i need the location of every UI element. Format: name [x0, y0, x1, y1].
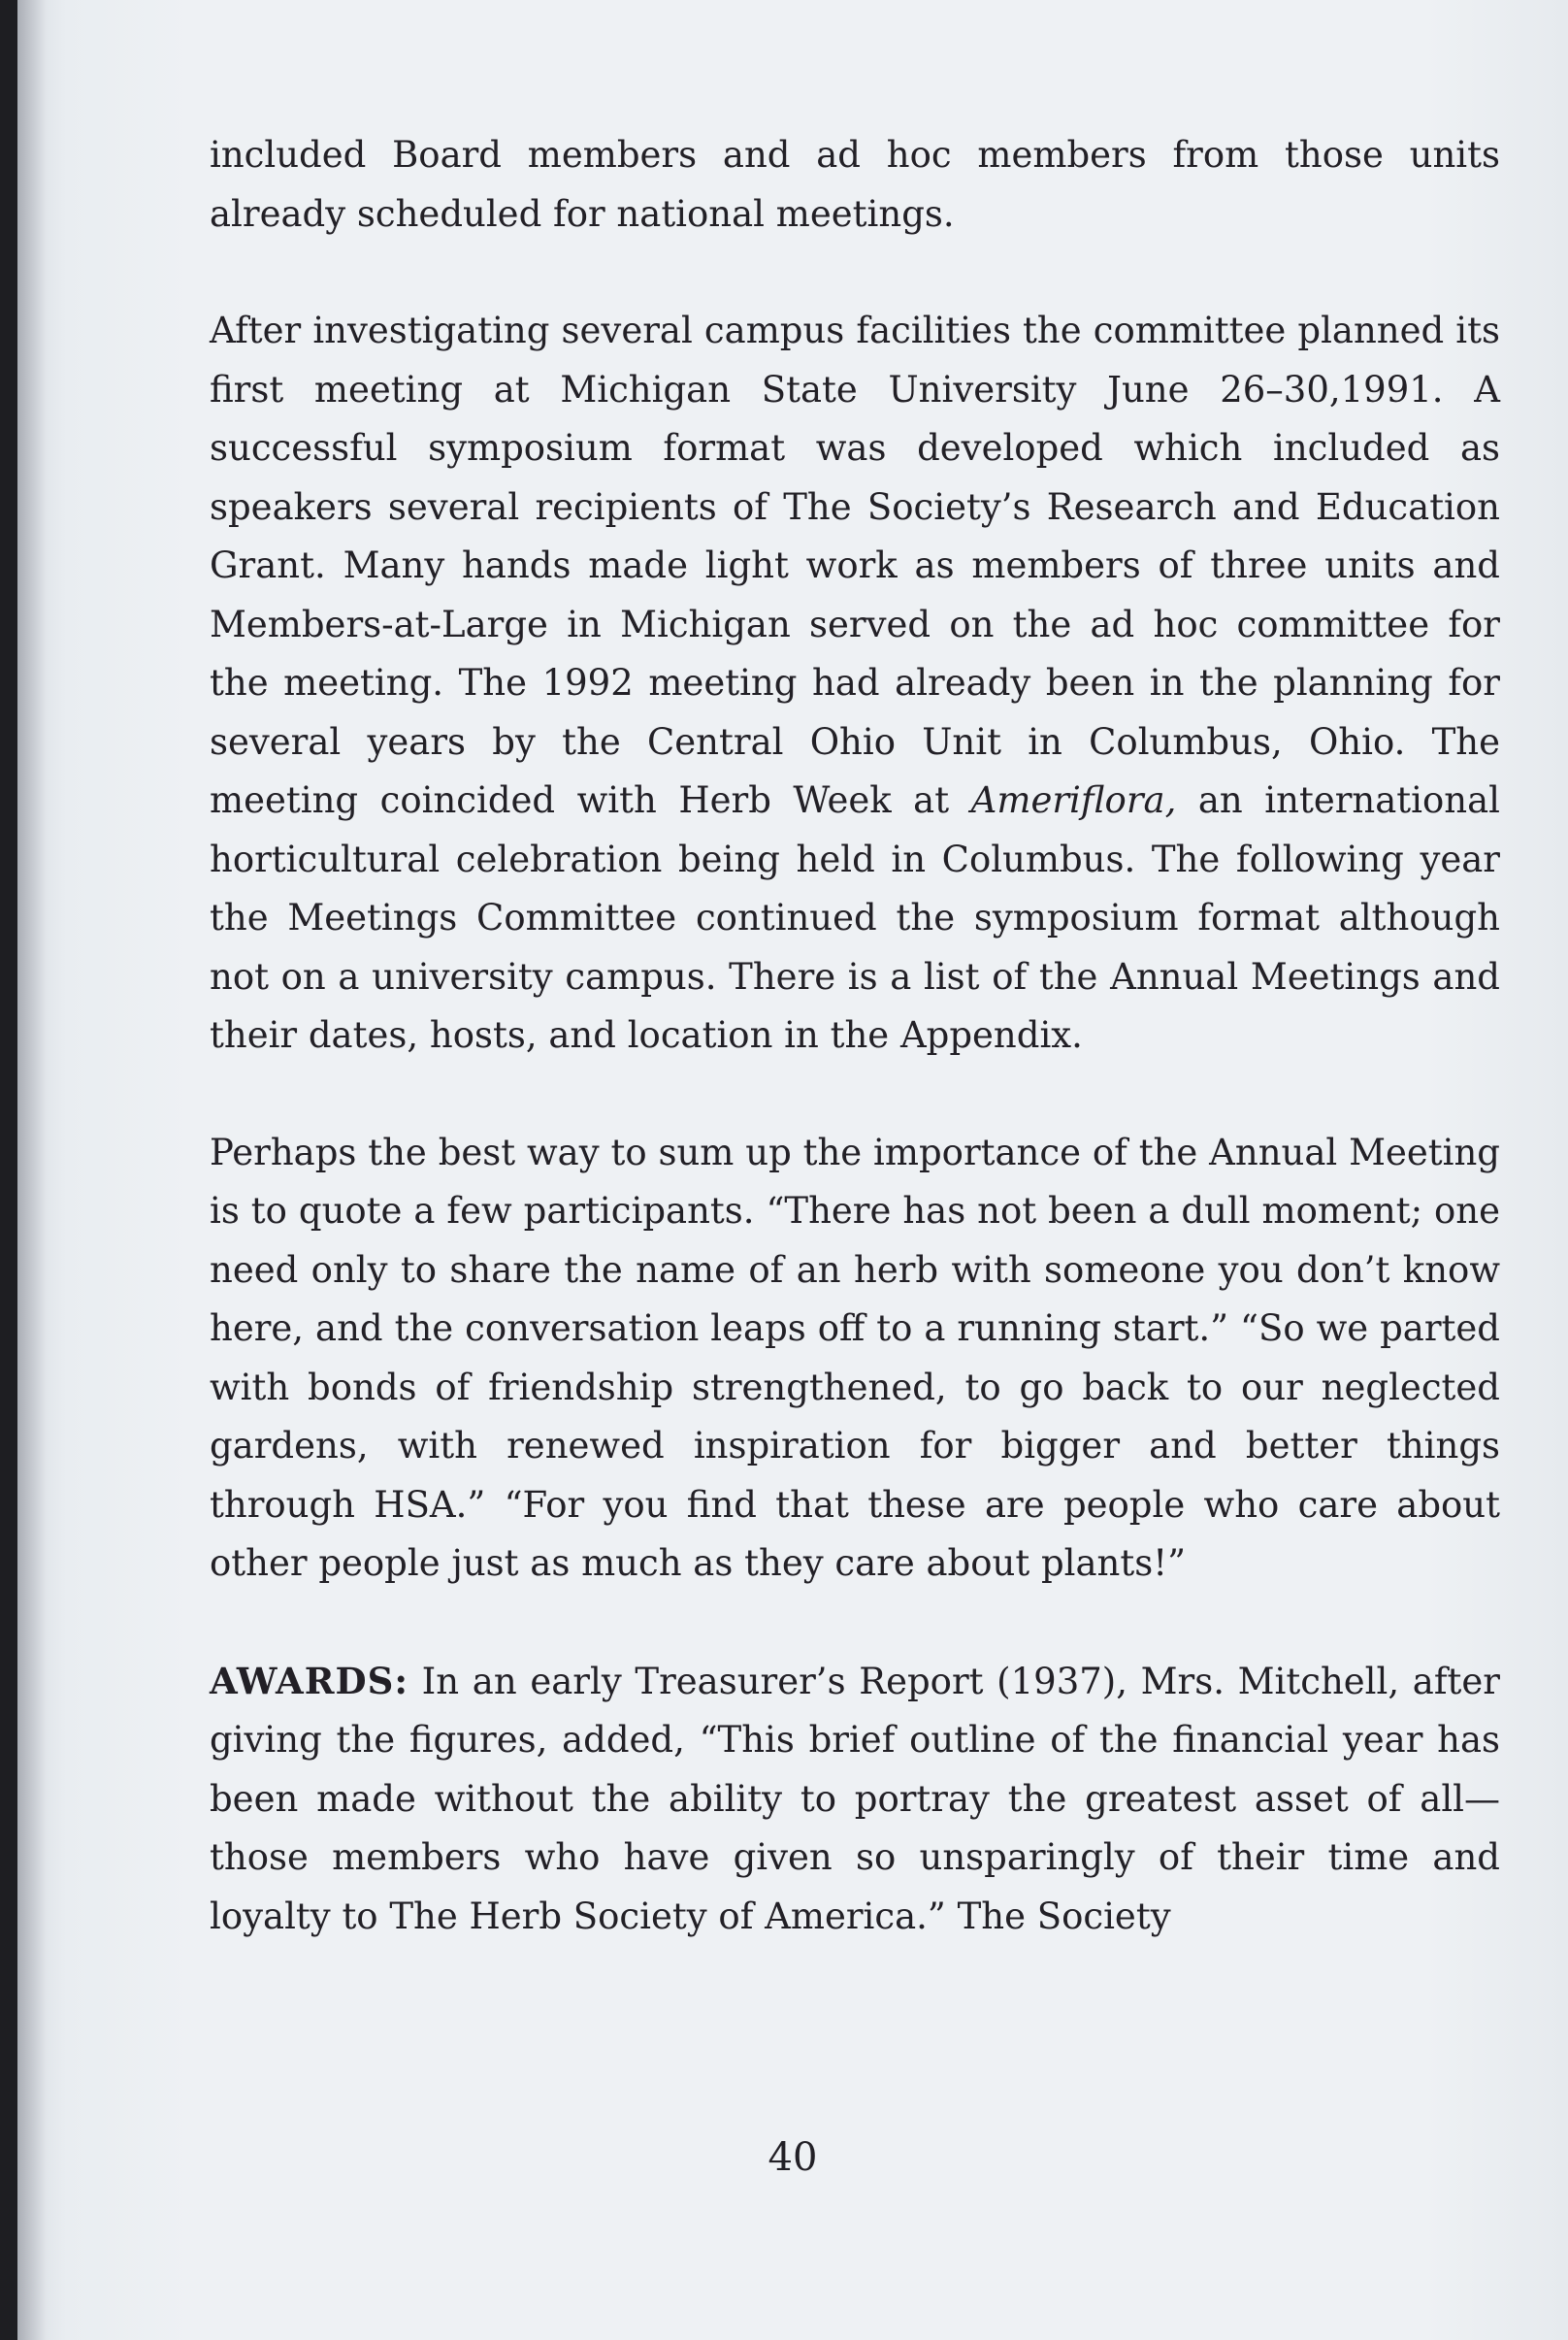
paragraph-2-text-before: After investigating several campus facilities the committee planned its first meeting at Michigan State University June 26–30,1991. A successful symposium format was developed which included as speakers several recipients of The Society’s Research and Education Grant. Many hands made light work as members of three units and Members-at-Large in Michigan served on the ad hoc committee for the meeting. The 1992 meeting had already been in the planning for several years by the Central Ohio Unit in Columbus, Ohio. The meeting coincided with Herb Week at	[210, 310, 1500, 821]
paragraph-1-text: included Board members and ad hoc members from those units already scheduled for national meetings.	[210, 134, 1500, 235]
paragraph-2-text-after: an international horticultural celebration being held in Columbus. The following year the Meetings Committee continued the symposium format although not on a university campus. There is a list of the Annual Meetings and their dates, hosts, and location in the Appendix.	[210, 779, 1500, 1056]
page-number: 40	[768, 2135, 818, 2180]
paragraph-4-text: In an early Treasurer’s Report (1937), Mrs. Mitchell, after giving the figures, added, “This brief outline of the financial year has been made without the ability to portray the greatest asset of all—those members who have given so unsparingly of their time and loyalty to The Herb Society of America.” The Society	[210, 1660, 1500, 1937]
paragraph-3-text: Perhaps the best way to sum up the importance of the Annual Meeting is to quote a few participants. “There has not been a dull moment; one need only to share the name of an herb with someone you don’t know here, and the conversation leaps off to a running start.” “So we parted with bonds of friendship strengthened, to go back to our neglected gardens, with renewed inspiration for bigger and better things through HSA.” “For you find that these are people who care about other people just as much as they care about plants!”	[210, 1131, 1500, 1584]
book-page	[17, 0, 1568, 2340]
paragraph-awards	[210, 1652, 1500, 1947]
paragraph-committee-units	[210, 126, 1500, 244]
paragraph-annual-meetings	[210, 302, 1500, 1066]
page-gutter-shadow	[17, 0, 47, 2340]
paragraph-participant-quotes	[210, 1124, 1500, 1594]
body-text	[210, 126, 1500, 2004]
ameriflora-italic: Ameriflora,	[970, 779, 1177, 821]
awards-heading: AWARDS:	[210, 1659, 408, 1702]
